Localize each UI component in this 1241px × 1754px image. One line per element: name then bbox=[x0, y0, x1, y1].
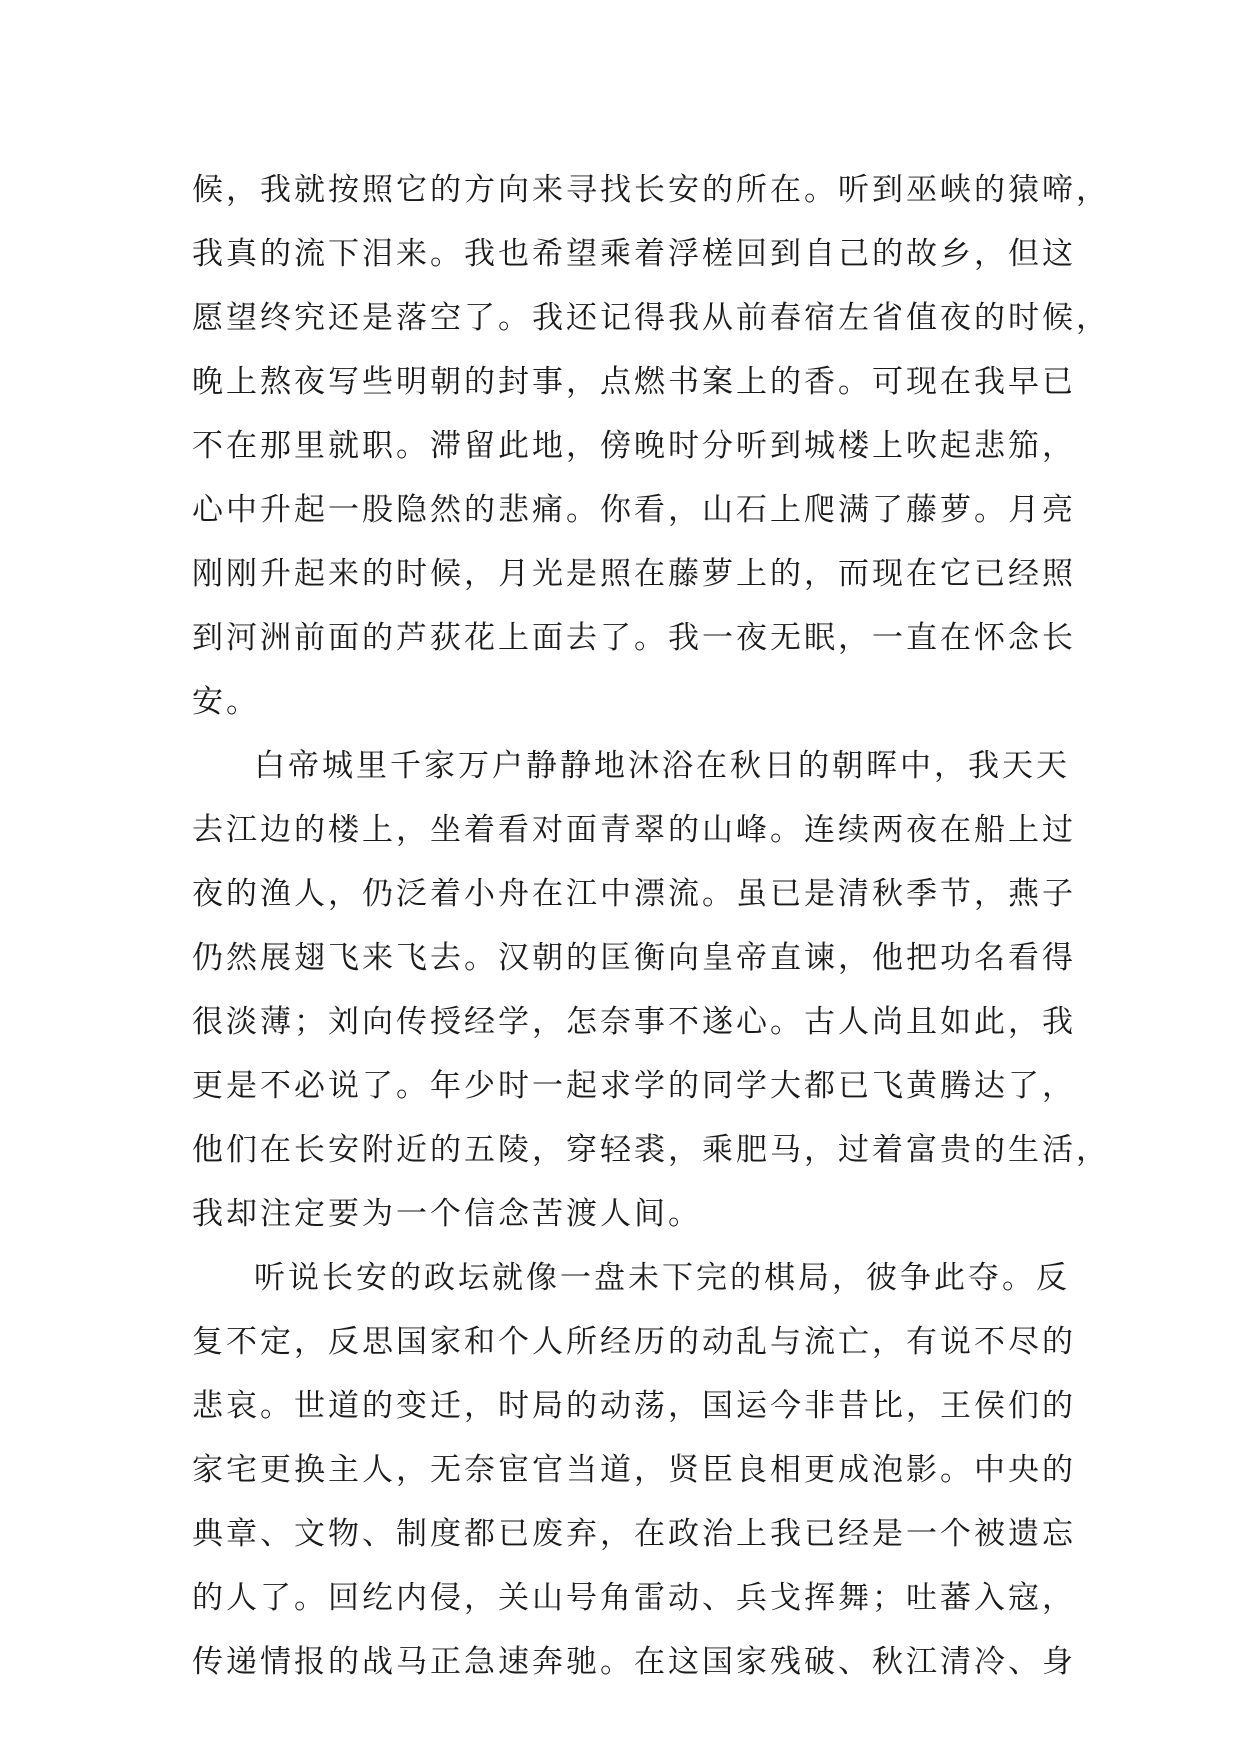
text-line: 愿望终究还是落空了。我还记得我从前春宿左省值夜的时候， bbox=[192, 300, 1110, 336]
text-line: 听说长安的政坛就像一盘未下完的棋局，彼争此夺。反 bbox=[254, 1260, 1070, 1296]
text-line: 心中升起一股隐然的悲痛。你看，山石上爬满了藤萝。月亮 bbox=[192, 492, 1076, 528]
text-line: 悲哀。世道的变迁，时局的动荡，国运今非昔比，王侯们的 bbox=[192, 1388, 1076, 1424]
text-line: 典章、文物、制度都已废弃，在政治上我已经是一个被遗忘 bbox=[192, 1516, 1076, 1552]
text-line: 到河洲前面的芦荻花上面去了。我一夜无眠，一直在怀念长 bbox=[192, 620, 1076, 656]
text-line: 我却注定要为一个信念苦渡人间。 bbox=[192, 1196, 702, 1232]
text-line: 安。 bbox=[192, 684, 260, 720]
text-line: 白帝城里千家万户静静地沐浴在秋日的朝晖中，我天天 bbox=[254, 748, 1070, 784]
text-line: 夜的渔人，仍泛着小舟在江中漂流。虽已是清秋季节，燕子 bbox=[192, 876, 1076, 912]
text-line: 复不定，反思国家和个人所经历的动乱与流亡，有说不尽的 bbox=[192, 1324, 1076, 1360]
text-line: 不在那里就职。滞留此地，傍晚时分听到城楼上吹起悲笳， bbox=[192, 428, 1076, 464]
text-line: 去江边的楼上，坐着看对面青翠的山峰。连续两夜在船上过 bbox=[192, 812, 1076, 848]
text-line: 他们在长安附近的五陵，穿轻裘，乘肥马，过着富贵的生活， bbox=[192, 1132, 1110, 1168]
text-line: 仍然展翅飞来飞去。汉朝的匡衡向皇帝直谏，他把功名看得 bbox=[192, 940, 1076, 976]
text-line: 更是不必说了。年少时一起求学的同学大都已飞黄腾达了， bbox=[192, 1068, 1076, 1104]
text-line: 的人了。回纥内侵，关山号角雷动、兵戈挥舞；吐蕃入寇， bbox=[192, 1580, 1076, 1616]
text-line: 传递情报的战马正急速奔驰。在这国家残破、秋江清冷、身 bbox=[192, 1644, 1076, 1680]
text-line: 候，我就按照它的方向来寻找长安的所在。听到巫峡的猿啼， bbox=[192, 172, 1110, 208]
text-line: 家宅更换主人，无奈宦官当道，贤臣良相更成泡影。中央的 bbox=[192, 1452, 1076, 1488]
text-line: 很淡薄；刘向传授经学，怎奈事不遂心。古人尚且如此，我 bbox=[192, 1004, 1076, 1040]
text-line: 晚上熬夜写些明朝的封事，点燃书案上的香。可现在我早已 bbox=[192, 364, 1076, 400]
body-text bbox=[192, 158, 1110, 1694]
text-line: 刚刚升起来的时候，月光是照在藤萝上的，而现在它已经照 bbox=[192, 556, 1076, 592]
text-line: 我真的流下泪来。我也希望乘着浮槎回到自己的故乡，但这 bbox=[192, 236, 1076, 272]
